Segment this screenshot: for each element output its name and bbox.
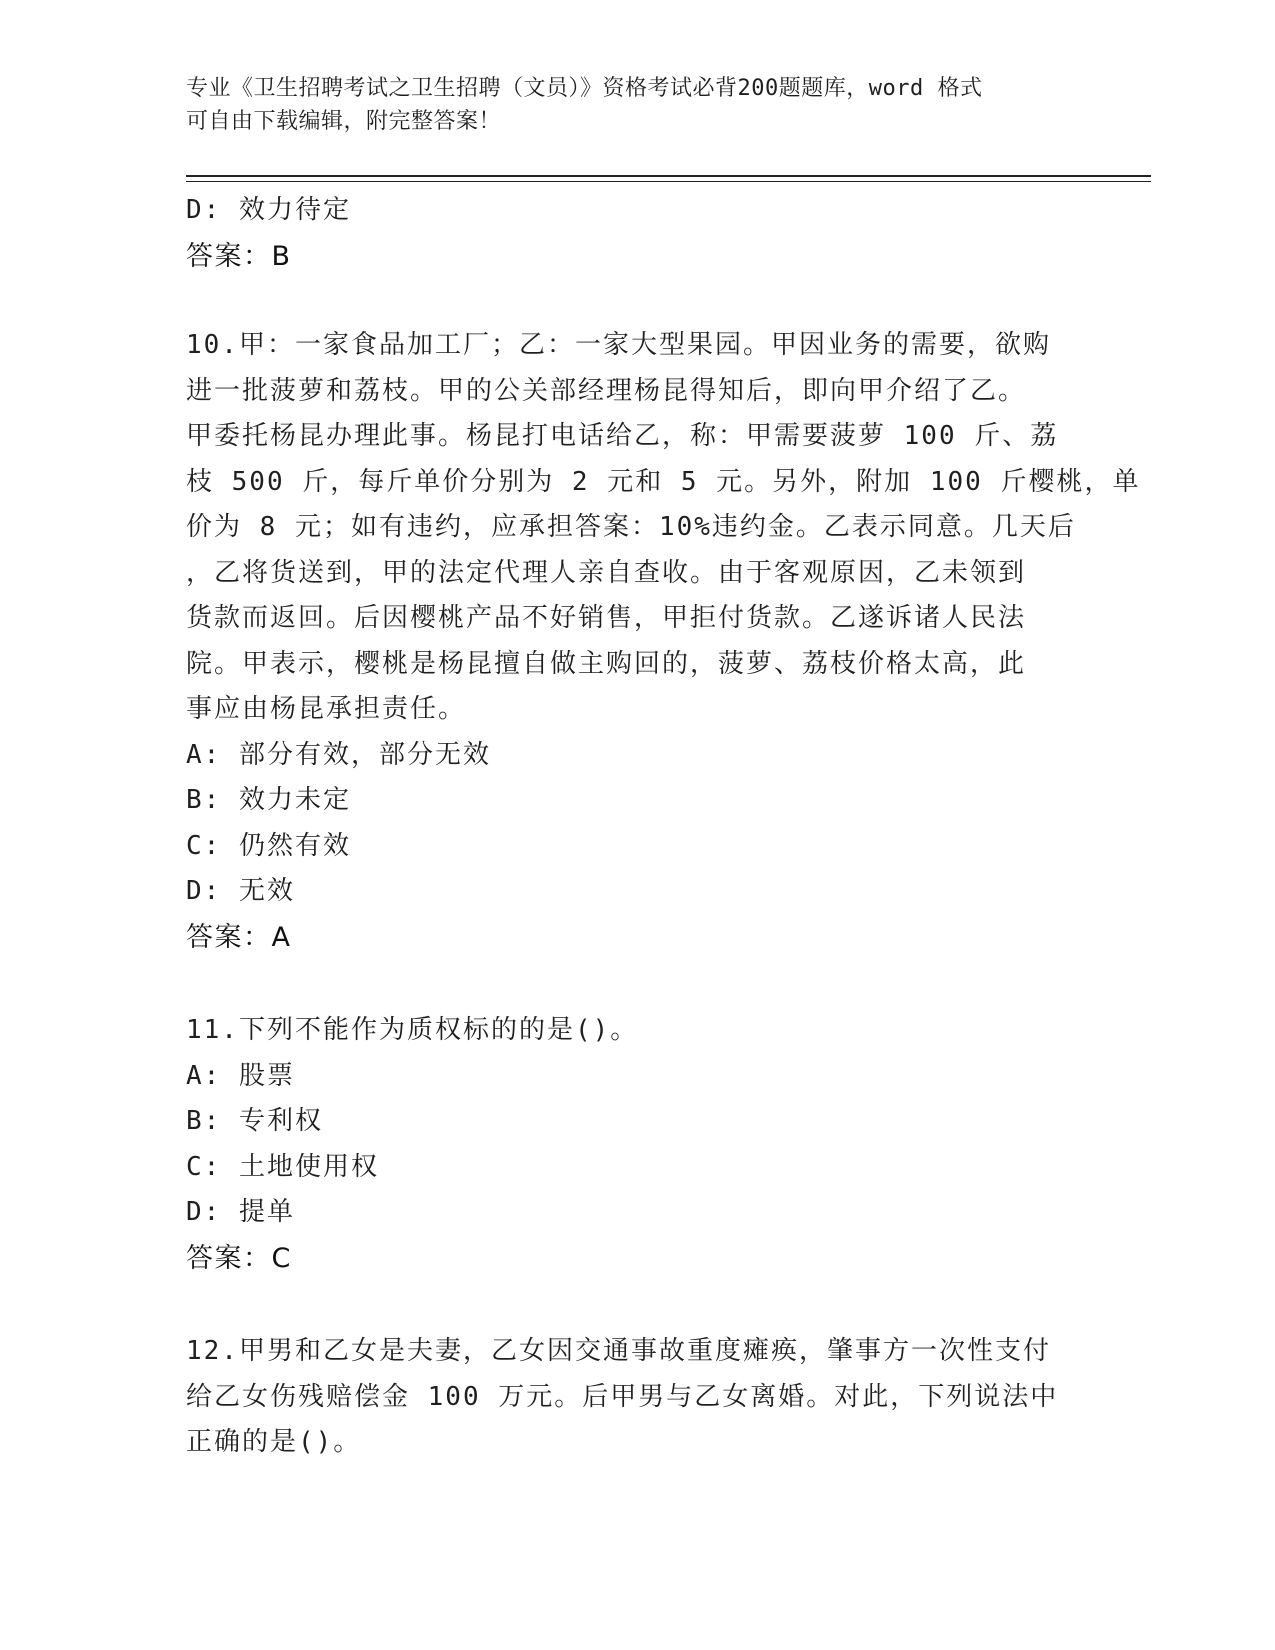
header-title-line-1: 专业《卫生招聘考试之卫生招聘（文员）》资格考试必背200题题库，word 格式 bbox=[186, 76, 983, 101]
question-10-stem-line: 价为 8 元；如有违约，应承担答案：10%违约金。乙表示同意。几天后 bbox=[186, 512, 1076, 542]
question-10-stem-line: ，乙将货送到，甲的法定代理人亲自查收。由于客观原因，乙未领到 bbox=[186, 557, 1027, 588]
question-12-stem-line: 12.甲男和乙女是夫妻，乙女因交通事故重度瘫痪，肇事方一次性支付 bbox=[186, 1336, 1051, 1366]
question-12-stem-line: 正确的是()。 bbox=[186, 1427, 362, 1457]
question-10-stem-line: 进一批菠萝和荔枝。甲的公关部经理杨昆得知后，即向甲介绍了乙。 bbox=[186, 375, 1027, 406]
prev-question-answer: 答案：B bbox=[186, 240, 292, 272]
question-11-answer: 答案：C bbox=[186, 1242, 292, 1274]
header-divider-thin bbox=[186, 181, 1151, 182]
question-10-stem-line: 货款而返回。后因樱桃产品不好销售，甲拒付货款。乙遂诉诸人民法 bbox=[186, 603, 1027, 633]
question-10-stem-line: 10.甲：一家食品加工厂；乙：一家大型果园。甲因业务的需要，欲购 bbox=[186, 330, 1051, 360]
question-11-option-a: A: 股票 bbox=[186, 1060, 295, 1091]
question-10 bbox=[186, 323, 1141, 960]
question-10-stem-line: 事应由杨昆承担责任。 bbox=[186, 694, 467, 724]
question-10-stem-line: 枝 500 斤，每斤单价分别为 2 元和 5 元。另外，附加 100 斤樱桃，单 bbox=[186, 466, 1141, 497]
question-11-stem: 11.下列不能作为质权标的的是()。 bbox=[186, 1015, 639, 1045]
header-title-line-2: 可自由下载编辑，附完整答案！ bbox=[186, 109, 502, 134]
question-11 bbox=[186, 1008, 1086, 1281]
prev-question-option-d: D: 效力待定 bbox=[186, 195, 351, 225]
question-10-answer: 答案：A bbox=[186, 921, 292, 953]
header-divider-thick bbox=[186, 175, 1151, 177]
question-11-option-b: B: 专利权 bbox=[186, 1106, 323, 1136]
question-11-option-d: D: 提单 bbox=[186, 1197, 295, 1227]
page-header bbox=[186, 72, 1066, 138]
question-10-option-a: A: 部分有效，部分无效 bbox=[186, 739, 491, 770]
question-10-option-c: C: 仍然有效 bbox=[186, 830, 351, 861]
question-content bbox=[186, 188, 1141, 1466]
question-12 bbox=[186, 1329, 1086, 1466]
question-10-option-d: D: 无效 bbox=[186, 876, 295, 906]
question-10-option-b: B: 效力未定 bbox=[186, 785, 351, 815]
question-10-stem-line: 甲委托杨昆办理此事。杨昆打电话给乙，称：甲需要菠萝 100 斤、荔 bbox=[186, 421, 1059, 451]
question-11-option-c: C: 土地使用权 bbox=[186, 1151, 379, 1182]
question-12-stem-line: 给乙女伤残赔偿金 100 万元。后甲男与乙女离婚。对此，下列说法中 bbox=[186, 1381, 1059, 1412]
spacer bbox=[186, 279, 1086, 323]
spacer bbox=[186, 960, 1086, 1008]
question-10-stem-line: 院。甲表示，樱桃是杨昆擅自做主购回的，菠萝、荔枝价格太高，此 bbox=[186, 648, 1027, 679]
spacer bbox=[186, 1281, 1086, 1329]
